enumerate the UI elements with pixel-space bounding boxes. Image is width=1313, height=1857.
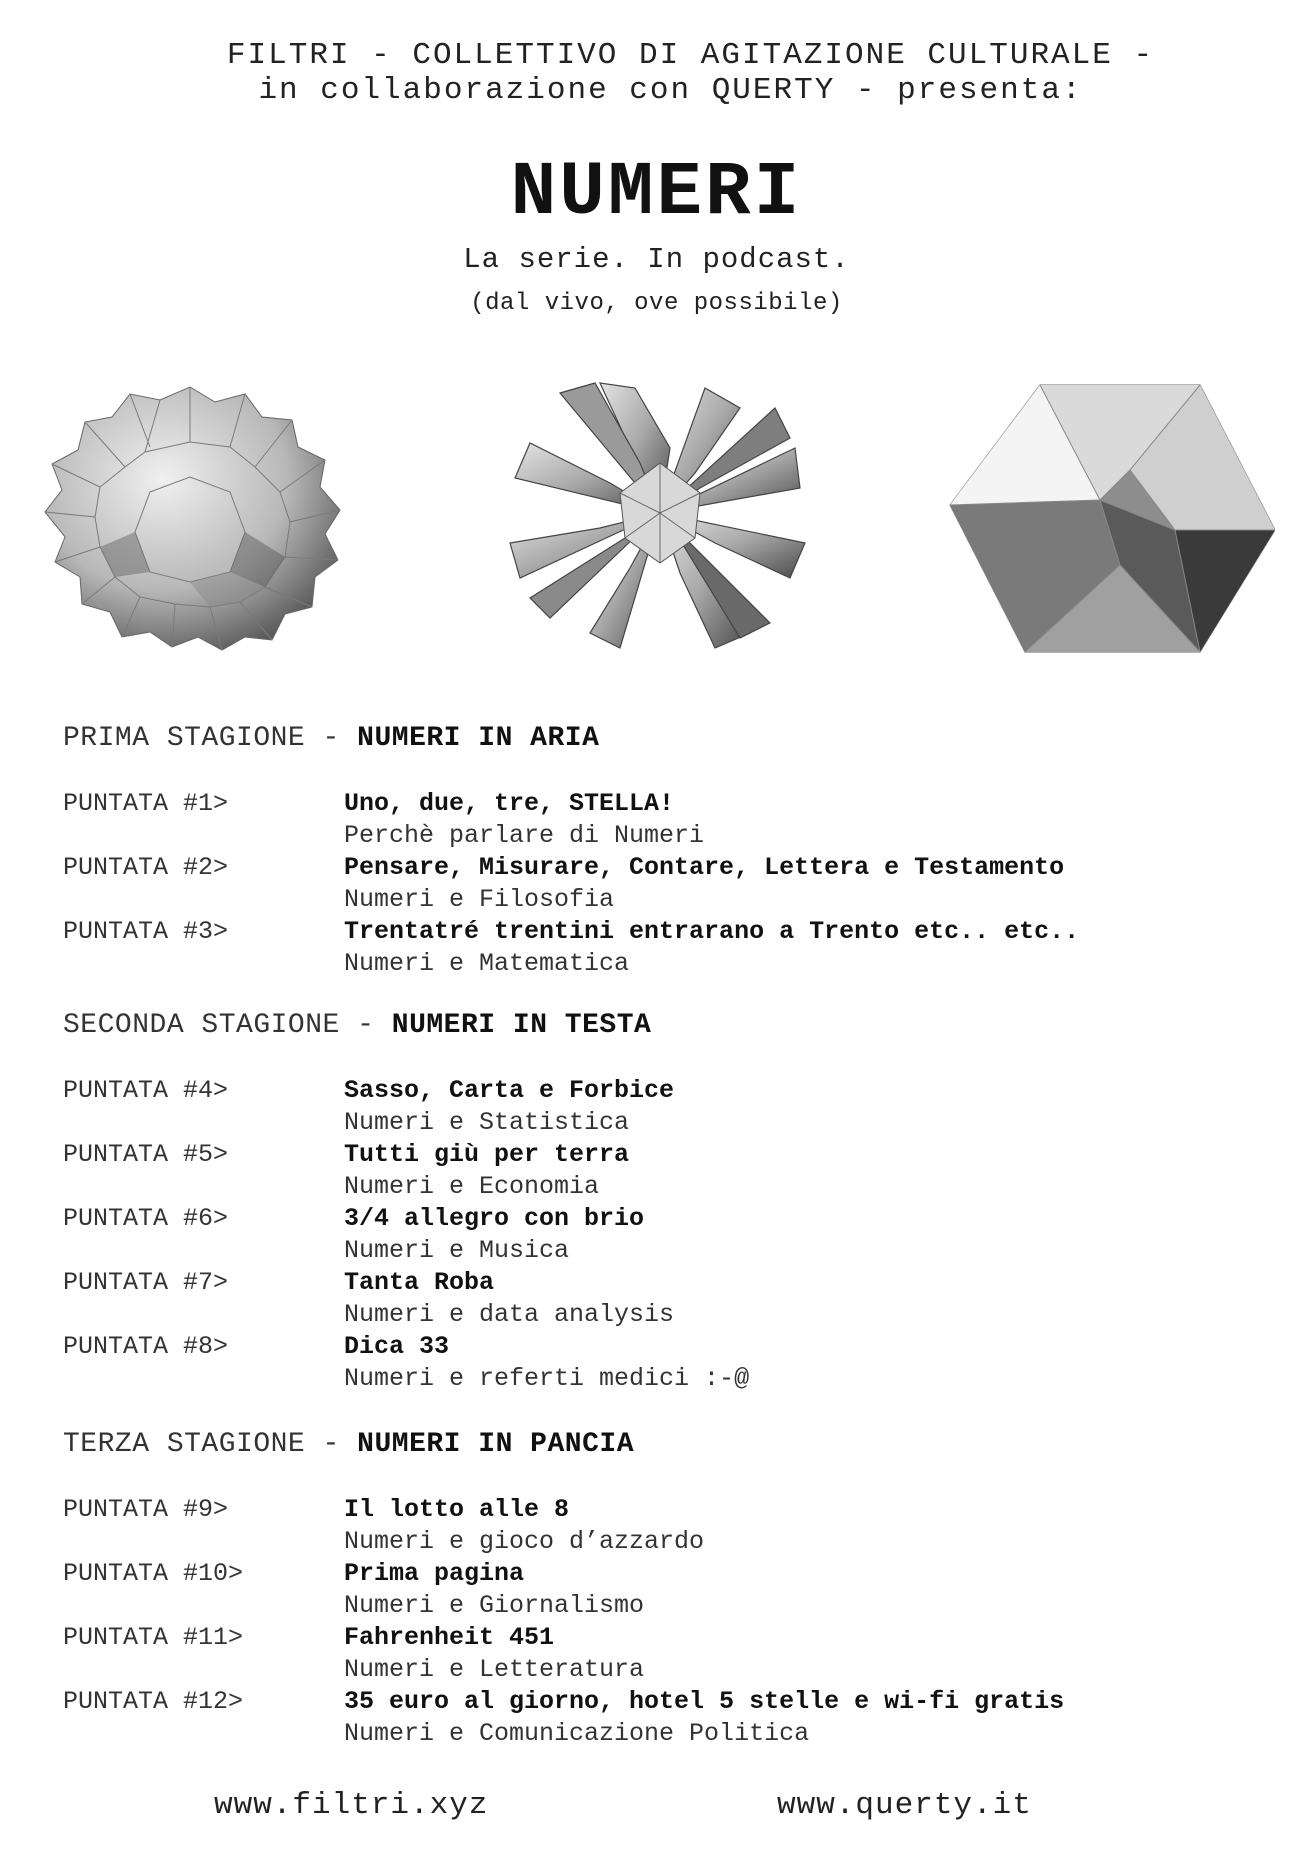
episode-number: PUNTATA #9> xyxy=(63,1495,229,1524)
episode-number: PUNTATA #4> xyxy=(63,1076,229,1105)
filtri-website-link[interactable]: www.filtri.xyz xyxy=(214,1788,489,1823)
episode-title: Sasso, Carta e Forbice xyxy=(344,1076,675,1105)
episode-number: PUNTATA #10> xyxy=(63,1559,244,1588)
collaboration-line: in collaborazione con QUERTY - presenta: xyxy=(258,73,1083,108)
page-title: NUMERI xyxy=(510,150,803,236)
episode-title: Tutti giù per terra xyxy=(344,1140,630,1169)
episode-topic: Numeri e Matematica xyxy=(344,949,630,978)
episode-topic: Numeri e Musica xyxy=(344,1236,570,1265)
spiked-star-polyhedron-icon xyxy=(500,378,820,653)
episode-number: PUNTATA #2> xyxy=(63,853,229,882)
querty-website-link[interactable]: www.querty.it xyxy=(777,1788,1032,1823)
season-heading-1: PRIMA STAGIONE - NUMERI IN ARIA xyxy=(63,723,600,754)
episode-number: PUNTATA #5> xyxy=(63,1140,229,1169)
episode-topic: Perchè parlare di Numeri xyxy=(344,821,705,850)
episode-topic: Numeri e Statistica xyxy=(344,1108,630,1137)
episode-title: 3/4 allegro con brio xyxy=(344,1204,645,1233)
episode-number: PUNTATA #6> xyxy=(63,1204,229,1233)
episode-title: 35 euro al giorno, hotel 5 stelle e wi-fi gratis xyxy=(344,1687,1065,1716)
episode-number: PUNTATA #7> xyxy=(63,1268,229,1297)
episode-title: Pensare, Misurare, Contare, Lettera e Testamento xyxy=(344,853,1065,882)
episode-topic: Numeri e data analysis xyxy=(344,1300,675,1329)
episode-topic: Numeri e Comunicazione Politica xyxy=(344,1719,810,1748)
episode-topic: Numeri e Economia xyxy=(344,1172,600,1201)
episode-topic: Numeri e Filosofia xyxy=(344,885,615,914)
episode-number: PUNTATA #12> xyxy=(63,1687,244,1716)
page-subnote: (dal vivo, ove possibile) xyxy=(470,290,843,317)
episode-title: Il lotto alle 8 xyxy=(344,1495,570,1524)
episode-title: Trentatré trentini entrarano a Trento etc.. etc.. xyxy=(344,917,1080,946)
page-subtitle: La serie. In podcast. xyxy=(463,243,850,276)
episode-title: Prima pagina xyxy=(344,1559,525,1588)
hexagonal-polyhedron-icon xyxy=(945,380,1275,655)
episode-number: PUNTATA #3> xyxy=(63,917,229,946)
episode-title: Tanta Roba xyxy=(344,1268,495,1297)
episode-number: PUNTATA #8> xyxy=(63,1332,229,1361)
episode-number: PUNTATA #11> xyxy=(63,1623,244,1652)
stellated-sphere-polyhedron-icon xyxy=(40,382,345,652)
season-heading-2: SECONDA STAGIONE - NUMERI IN TESTA xyxy=(63,1010,652,1041)
episode-title: Dica 33 xyxy=(344,1332,450,1361)
episode-topic: Numeri e Giornalismo xyxy=(344,1591,645,1620)
episode-title: Fahrenheit 451 xyxy=(344,1623,555,1652)
season-heading-3: TERZA STAGIONE - NUMERI IN PANCIA xyxy=(63,1429,634,1460)
organizer-line: FILTRI - COLLETTIVO DI AGITAZIONE CULTURALE - xyxy=(226,38,1155,73)
episode-number: PUNTATA #1> xyxy=(63,789,229,818)
episode-topic: Numeri e Letteratura xyxy=(344,1655,645,1684)
episode-title: Uno, due, tre, STELLA! xyxy=(344,789,675,818)
episode-topic: Numeri e gioco d’azzardo xyxy=(344,1527,705,1556)
episode-topic: Numeri e referti medici :-@ xyxy=(344,1364,750,1393)
